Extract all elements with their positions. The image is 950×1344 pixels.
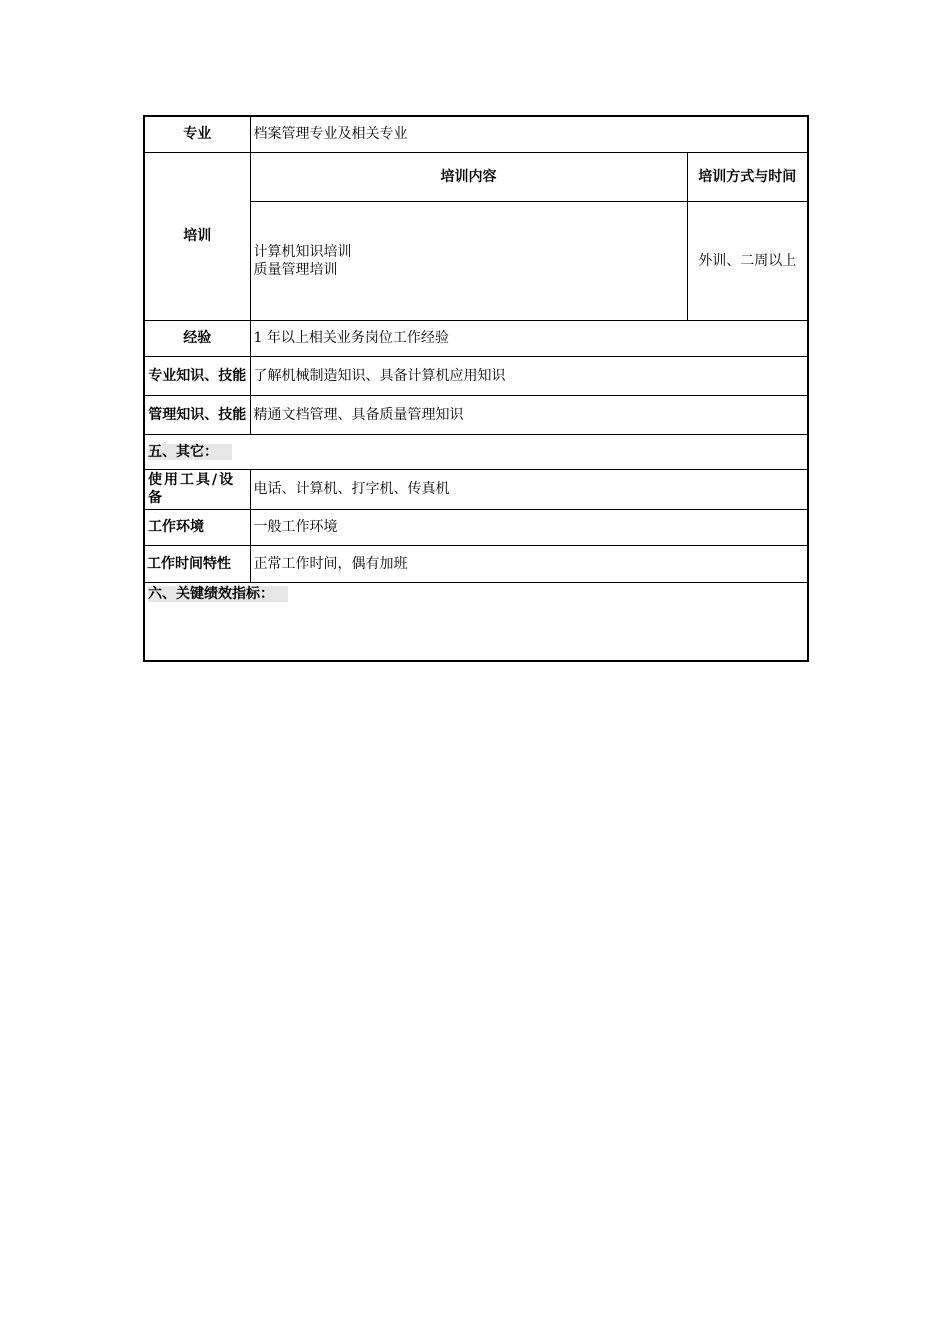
prof-skills-row [144, 356, 808, 395]
training-content-line-2: 质量管理培训 [253, 261, 338, 278]
section6-row [144, 582, 808, 661]
training-header-row [144, 152, 808, 201]
environment-row [144, 509, 808, 545]
environment-value: 一般工作环境 [250, 509, 808, 545]
major-value: 档案管理专业及相关专业 [250, 116, 808, 152]
training-content-line-1: 计算机知识培训 [253, 243, 352, 260]
experience-value: 1 年以上相关业务岗位工作经验 [250, 320, 808, 356]
section5-title: 五、其它： [148, 444, 232, 460]
work-time-value: 正常工作时间，偶有加班 [250, 545, 808, 582]
work-time-row [144, 545, 808, 582]
work-time-label: 工作时间特性 [144, 545, 250, 582]
training-method-header: 培训方式与时间 [687, 152, 808, 201]
training-content-header: 培训内容 [250, 152, 687, 201]
experience-label: 经验 [144, 320, 250, 356]
mgmt-skills-value: 精通文档管理、具备质量管理知识 [250, 395, 808, 434]
tools-value: 电话、计算机、打字机、传真机 [250, 469, 808, 509]
training-method: 外训、二周以上 [687, 201, 808, 320]
experience-row [144, 320, 808, 356]
job-requirements-table [143, 115, 809, 662]
tools-row [144, 469, 808, 509]
training-label: 培训 [144, 152, 250, 320]
major-label: 专业 [144, 116, 250, 152]
section5-title-row [144, 434, 808, 469]
prof-skills-label: 专业知识、技能 [144, 356, 250, 395]
tools-label: 使用工具/设备 [144, 469, 250, 509]
mgmt-skills-row [144, 395, 808, 434]
training-content [250, 201, 687, 320]
mgmt-skills-label: 管理知识、技能 [144, 395, 250, 434]
section6-title: 六、关键绩效指标： [148, 586, 288, 602]
environment-label: 工作环境 [144, 509, 250, 545]
prof-skills-value: 了解机械制造知识、具备计算机应用知识 [250, 356, 808, 395]
major-row [144, 116, 808, 152]
